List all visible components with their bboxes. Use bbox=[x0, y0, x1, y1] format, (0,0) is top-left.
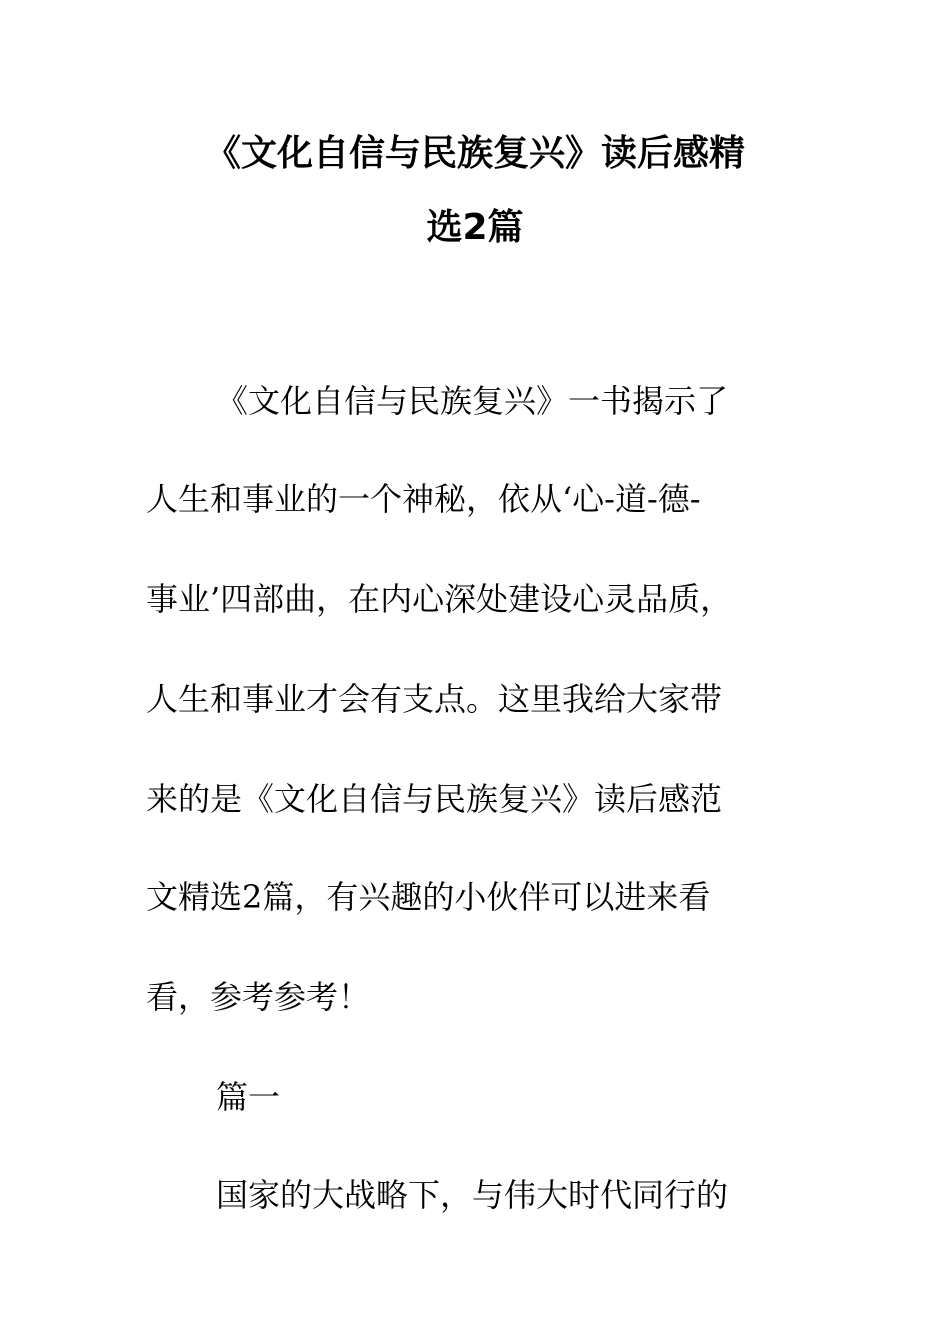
body-line-7: 看，参考参考！ bbox=[146, 978, 371, 1016]
body-line-9: 国家的大战略下，与伟大时代同行的 bbox=[216, 1176, 729, 1214]
body-line-2: 人生和事业的一个神秘，依从‘心-道-德- bbox=[146, 480, 701, 518]
body-line-5: 来的是《文化自信与民族复兴》读后感范 bbox=[146, 780, 723, 818]
section-heading-part-one: 篇一 bbox=[216, 1078, 281, 1116]
body-line-4: 人生和事业才会有支点。这里我给大家带 bbox=[146, 680, 723, 718]
body-line-6: 文精选2篇，有兴趣的小伙伴可以进来看 bbox=[146, 878, 711, 916]
body-line-1: 《文化自信与民族复兴》一书揭示了 bbox=[216, 382, 729, 420]
document-title-line-1: 《文化自信与民族复兴》读后感精 bbox=[204, 133, 745, 174]
body-line-3: 事业’四部曲，在内心深处建设心灵品质， bbox=[146, 580, 733, 618]
document-title-line-2: 选2篇 bbox=[426, 207, 524, 248]
